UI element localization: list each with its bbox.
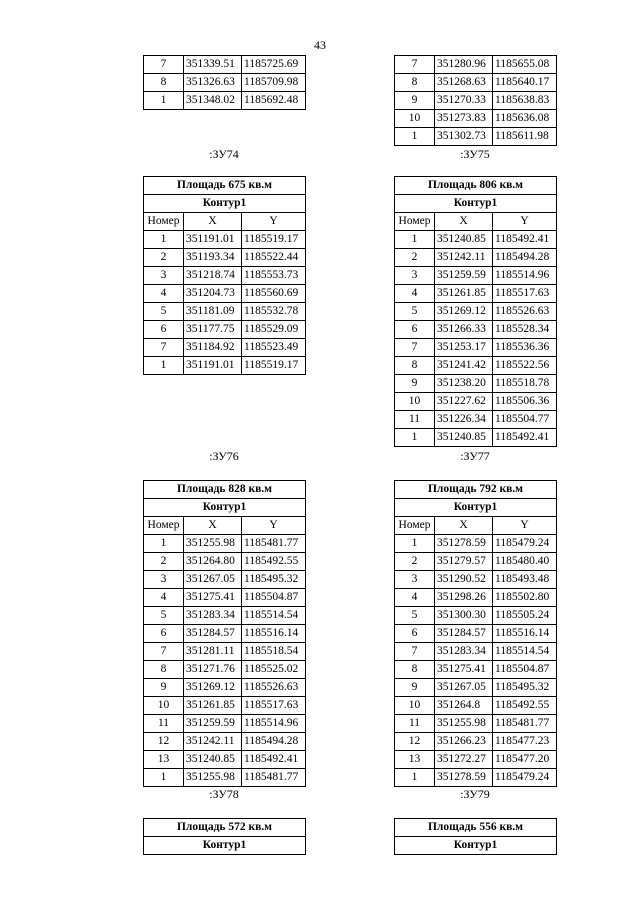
- point-number: 13: [144, 751, 184, 769]
- x-coordinate: 351204.73: [184, 285, 242, 303]
- area-header: Площадь 828 кв.м: [144, 481, 306, 499]
- table-row: [144, 643, 306, 661]
- table-row: [395, 733, 557, 751]
- point-number: 1: [395, 769, 435, 787]
- x-coordinate: 351284.57: [184, 625, 242, 643]
- y-coordinate: 1185506.36: [493, 393, 557, 411]
- y-coordinate: 1185522.56: [493, 357, 557, 375]
- coordinates-table: [394, 176, 557, 447]
- y-coordinate: 1185504.77: [493, 411, 557, 429]
- x-coordinate: 351218.74: [184, 267, 242, 285]
- table-row: [395, 128, 557, 146]
- y-coordinate: 1185481.77: [242, 535, 306, 553]
- table-row: [144, 285, 306, 303]
- y-coordinate: 1185492.41: [493, 231, 557, 249]
- x-coordinate: 351261.85: [435, 285, 493, 303]
- parcel-caption: :ЗУ74: [209, 147, 239, 161]
- y-coordinate: 1185725.69: [242, 56, 306, 74]
- table-row: [395, 249, 557, 267]
- x-coordinate: 351278.59: [435, 535, 493, 553]
- table-row: [395, 715, 557, 733]
- y-coordinate: 1185516.14: [242, 625, 306, 643]
- x-coordinate: 351267.05: [184, 571, 242, 589]
- x-coordinate: 351227.62: [435, 393, 493, 411]
- point-number: 4: [144, 589, 184, 607]
- table-row: [395, 553, 557, 571]
- x-coordinate: 351271.76: [184, 661, 242, 679]
- x-coordinate: 351269.12: [184, 679, 242, 697]
- x-coordinate: 351241.42: [435, 357, 493, 375]
- coordinate-table-bottom-left: [143, 818, 306, 855]
- table-row: [144, 535, 306, 553]
- point-number: 1: [144, 357, 184, 375]
- x-coordinate: 351238.20: [435, 375, 493, 393]
- y-coordinate: 1185479.24: [493, 769, 557, 787]
- point-number: 3: [395, 267, 435, 285]
- point-number: 12: [395, 733, 435, 751]
- point-number: 1: [395, 535, 435, 553]
- y-coordinate: 1185553.73: [242, 267, 306, 285]
- x-coordinate: 351272.27: [435, 751, 493, 769]
- table-row: [395, 571, 557, 589]
- y-coordinate: 1185517.63: [242, 697, 306, 715]
- area-header: Площадь 556 кв.м: [395, 819, 557, 837]
- point-number: 9: [395, 679, 435, 697]
- point-number: 9: [395, 375, 435, 393]
- y-coordinate: 1185532.78: [242, 303, 306, 321]
- area-header: Площадь 792 кв.м: [395, 481, 557, 499]
- parcel-caption: :ЗУ77: [460, 449, 490, 463]
- table-row: [395, 697, 557, 715]
- point-number: 2: [144, 553, 184, 571]
- x-coordinate: 351184.92: [184, 339, 242, 357]
- y-coordinate: 1185638.83: [493, 92, 557, 110]
- point-number: 11: [395, 411, 435, 429]
- y-coordinate: 1185528.34: [493, 321, 557, 339]
- y-coordinate: 1185492.41: [242, 751, 306, 769]
- table-row: [395, 375, 557, 393]
- point-number: 11: [144, 715, 184, 733]
- x-coordinate: 351181.09: [184, 303, 242, 321]
- table-row: [144, 769, 306, 787]
- column-header: Y: [493, 517, 557, 535]
- y-coordinate: 1185493.48: [493, 571, 557, 589]
- table-row: [144, 321, 306, 339]
- point-number: 7: [395, 56, 435, 74]
- point-number: 5: [144, 303, 184, 321]
- x-coordinate: 351269.12: [435, 303, 493, 321]
- point-number: 10: [395, 393, 435, 411]
- x-coordinate: 351339.51: [184, 56, 242, 74]
- point-number: 6: [395, 321, 435, 339]
- table-row: [395, 429, 557, 447]
- y-coordinate: 1185611.98: [493, 128, 557, 146]
- contour-header: Контур1: [395, 195, 557, 213]
- point-number: 1: [144, 535, 184, 553]
- y-coordinate: 1185494.28: [242, 733, 306, 751]
- column-header: Номер: [144, 517, 184, 535]
- x-coordinate: 351259.59: [435, 267, 493, 285]
- y-coordinate: 1185529.09: [242, 321, 306, 339]
- point-number: 4: [395, 285, 435, 303]
- contour-header: Контур1: [144, 499, 306, 517]
- column-header: Y: [242, 213, 306, 231]
- y-coordinate: 1185495.32: [493, 679, 557, 697]
- point-number: 7: [144, 643, 184, 661]
- x-coordinate: 351191.01: [184, 357, 242, 375]
- table-row: [144, 679, 306, 697]
- table-row: [144, 56, 306, 74]
- table-row: [144, 267, 306, 285]
- parcel-caption: :ЗУ78: [209, 787, 239, 801]
- page-number: 43: [314, 38, 326, 52]
- column-header: X: [184, 213, 242, 231]
- table-row: [144, 733, 306, 751]
- y-coordinate: 1185523.49: [242, 339, 306, 357]
- x-coordinate: 351240.85: [435, 429, 493, 447]
- y-coordinate: 1185519.17: [242, 231, 306, 249]
- table-row: [395, 607, 557, 625]
- x-coordinate: 351278.59: [435, 769, 493, 787]
- table-row: [144, 697, 306, 715]
- x-coordinate: 351300.30: [435, 607, 493, 625]
- coordinate-table-top-right: [394, 55, 557, 146]
- y-coordinate: 1185492.41: [493, 429, 557, 447]
- point-number: 6: [395, 625, 435, 643]
- contour-header: Контур1: [144, 195, 306, 213]
- table-row: [395, 643, 557, 661]
- x-coordinate: 351242.11: [184, 733, 242, 751]
- y-coordinate: 1185504.87: [242, 589, 306, 607]
- x-coordinate: 351267.05: [435, 679, 493, 697]
- point-number: 6: [144, 625, 184, 643]
- table-row: [144, 661, 306, 679]
- point-number: 10: [395, 110, 435, 128]
- table-row: [144, 589, 306, 607]
- point-number: 7: [144, 56, 184, 74]
- table-row: [395, 625, 557, 643]
- column-header: Номер: [395, 213, 435, 231]
- y-coordinate: 1185518.78: [493, 375, 557, 393]
- y-coordinate: 1185526.63: [242, 679, 306, 697]
- x-coordinate: 351275.41: [435, 661, 493, 679]
- table-row: [395, 769, 557, 787]
- point-number: 1: [395, 231, 435, 249]
- y-coordinate: 1185492.55: [493, 697, 557, 715]
- area-header: Площадь 806 кв.м: [395, 177, 557, 195]
- coordinate-table-bottom-right: [394, 818, 557, 855]
- y-coordinate: 1185479.24: [493, 535, 557, 553]
- contour-header: Контур1: [395, 499, 557, 517]
- y-coordinate: 1185477.20: [493, 751, 557, 769]
- table-row: [144, 625, 306, 643]
- point-number: 6: [144, 321, 184, 339]
- parcel-caption: :ЗУ79: [460, 787, 490, 801]
- point-number: 8: [395, 74, 435, 92]
- y-coordinate: 1185516.14: [493, 625, 557, 643]
- y-coordinate: 1185522.44: [242, 249, 306, 267]
- point-number: 12: [144, 733, 184, 751]
- y-coordinate: 1185640.17: [493, 74, 557, 92]
- y-coordinate: 1185636.08: [493, 110, 557, 128]
- table-row: [144, 553, 306, 571]
- x-coordinate: 351255.98: [184, 769, 242, 787]
- point-number: 11: [395, 715, 435, 733]
- point-number: 7: [395, 643, 435, 661]
- coordinates-table: [143, 480, 306, 787]
- point-number: 4: [395, 589, 435, 607]
- table-row: [395, 285, 557, 303]
- table-row: [144, 571, 306, 589]
- x-coordinate: 351280.96: [435, 56, 493, 74]
- coordinates-table: [143, 55, 306, 110]
- y-coordinate: 1185504.87: [493, 661, 557, 679]
- table-row: [395, 393, 557, 411]
- point-number: 7: [144, 339, 184, 357]
- x-coordinate: 351259.59: [184, 715, 242, 733]
- parcel-caption: :ЗУ76: [209, 449, 239, 463]
- x-coordinate: 351177.75: [184, 321, 242, 339]
- x-coordinate: 351266.33: [435, 321, 493, 339]
- point-number: 1: [395, 429, 435, 447]
- point-number: 3: [395, 571, 435, 589]
- y-coordinate: 1185514.54: [493, 643, 557, 661]
- table-row: [144, 357, 306, 375]
- y-coordinate: 1185505.24: [493, 607, 557, 625]
- y-coordinate: 1185480.40: [493, 553, 557, 571]
- x-coordinate: 351253.17: [435, 339, 493, 357]
- contour-header: Контур1: [395, 837, 557, 855]
- table-row: [395, 110, 557, 128]
- area-header: Площадь 572 кв.м: [144, 819, 306, 837]
- table-row: [395, 267, 557, 285]
- table-row: [395, 661, 557, 679]
- x-coordinate: 351226.34: [435, 411, 493, 429]
- coordinate-table-top-left: [143, 55, 306, 110]
- x-coordinate: 351348.02: [184, 92, 242, 110]
- table-row: [395, 303, 557, 321]
- x-coordinate: 351240.85: [435, 231, 493, 249]
- table-row: [144, 74, 306, 92]
- column-header: Номер: [395, 517, 435, 535]
- point-number: 10: [144, 697, 184, 715]
- table-row: [144, 249, 306, 267]
- table-row: [395, 56, 557, 74]
- coordinate-table-zu76: [143, 176, 306, 375]
- x-coordinate: 351275.41: [184, 589, 242, 607]
- table-row: [395, 535, 557, 553]
- table-row: [144, 92, 306, 110]
- coordinate-table-zu79: [394, 480, 557, 787]
- y-coordinate: 1185481.77: [242, 769, 306, 787]
- column-header: X: [435, 517, 493, 535]
- point-number: 1: [144, 92, 184, 110]
- table-row: [395, 411, 557, 429]
- point-number: 8: [395, 357, 435, 375]
- x-coordinate: 351290.52: [435, 571, 493, 589]
- x-coordinate: 351326.63: [184, 74, 242, 92]
- table-row: [144, 607, 306, 625]
- column-header: Y: [493, 213, 557, 231]
- point-number: 5: [144, 607, 184, 625]
- area-header: Площадь 675 кв.м: [144, 177, 306, 195]
- y-coordinate: 1185477.23: [493, 733, 557, 751]
- x-coordinate: 351255.98: [435, 715, 493, 733]
- y-coordinate: 1185692.48: [242, 92, 306, 110]
- y-coordinate: 1185514.96: [242, 715, 306, 733]
- x-coordinate: 351264.80: [184, 553, 242, 571]
- y-coordinate: 1185560.69: [242, 285, 306, 303]
- y-coordinate: 1185514.54: [242, 607, 306, 625]
- parcel-caption: :ЗУ75: [460, 147, 490, 161]
- x-coordinate: 351283.34: [184, 607, 242, 625]
- x-coordinate: 351264.8: [435, 697, 493, 715]
- y-coordinate: 1185709.98: [242, 74, 306, 92]
- y-coordinate: 1185536.36: [493, 339, 557, 357]
- x-coordinate: 351266.23: [435, 733, 493, 751]
- x-coordinate: 351281.11: [184, 643, 242, 661]
- coordinates-table: [394, 55, 557, 146]
- x-coordinate: 351240.85: [184, 751, 242, 769]
- y-coordinate: 1185495.32: [242, 571, 306, 589]
- table-row: [395, 751, 557, 769]
- point-number: 8: [144, 661, 184, 679]
- point-number: 4: [144, 285, 184, 303]
- coordinates-table: [143, 176, 306, 375]
- point-number: 13: [395, 751, 435, 769]
- point-number: 1: [144, 769, 184, 787]
- x-coordinate: 351242.11: [435, 249, 493, 267]
- contour-header: Контур1: [144, 837, 306, 855]
- column-header: Номер: [144, 213, 184, 231]
- point-number: 3: [144, 267, 184, 285]
- x-coordinate: 351270.33: [435, 92, 493, 110]
- table-row: [395, 679, 557, 697]
- x-coordinate: 351273.83: [435, 110, 493, 128]
- table-row: [395, 231, 557, 249]
- table-row: [395, 92, 557, 110]
- point-number: 8: [395, 661, 435, 679]
- y-coordinate: 1185481.77: [493, 715, 557, 733]
- point-number: 9: [144, 679, 184, 697]
- table-row: [395, 589, 557, 607]
- y-coordinate: 1185525.02: [242, 661, 306, 679]
- point-number: 8: [144, 74, 184, 92]
- point-number: 2: [395, 249, 435, 267]
- point-number: 1: [395, 128, 435, 146]
- x-coordinate: 351284.57: [435, 625, 493, 643]
- x-coordinate: 351283.34: [435, 643, 493, 661]
- coordinates-table: [394, 818, 557, 855]
- table-row: [395, 74, 557, 92]
- x-coordinate: 351193.34: [184, 249, 242, 267]
- y-coordinate: 1185519.17: [242, 357, 306, 375]
- point-number: 2: [395, 553, 435, 571]
- table-row: [395, 339, 557, 357]
- x-coordinate: 351191.01: [184, 231, 242, 249]
- point-number: 9: [395, 92, 435, 110]
- column-header: Y: [242, 517, 306, 535]
- point-number: 10: [395, 697, 435, 715]
- column-header: X: [184, 517, 242, 535]
- table-row: [395, 357, 557, 375]
- table-row: [144, 715, 306, 733]
- column-header: X: [435, 213, 493, 231]
- x-coordinate: 351261.85: [184, 697, 242, 715]
- y-coordinate: 1185492.55: [242, 553, 306, 571]
- x-coordinate: 351279.57: [435, 553, 493, 571]
- y-coordinate: 1185655.08: [493, 56, 557, 74]
- coordinate-table-zu77: [394, 176, 557, 447]
- table-row: [144, 751, 306, 769]
- x-coordinate: 351268.63: [435, 74, 493, 92]
- table-row: [144, 303, 306, 321]
- x-coordinate: 351255.98: [184, 535, 242, 553]
- point-number: 1: [144, 231, 184, 249]
- point-number: 5: [395, 607, 435, 625]
- point-number: 2: [144, 249, 184, 267]
- coordinate-table-zu78: [143, 480, 306, 787]
- point-number: 5: [395, 303, 435, 321]
- y-coordinate: 1185518.54: [242, 643, 306, 661]
- x-coordinate: 351302.73: [435, 128, 493, 146]
- point-number: 7: [395, 339, 435, 357]
- y-coordinate: 1185494.28: [493, 249, 557, 267]
- y-coordinate: 1185514.96: [493, 267, 557, 285]
- y-coordinate: 1185526.63: [493, 303, 557, 321]
- coordinates-table: [143, 818, 306, 855]
- table-row: [144, 339, 306, 357]
- y-coordinate: 1185517.63: [493, 285, 557, 303]
- coordinates-table: [394, 480, 557, 787]
- point-number: 3: [144, 571, 184, 589]
- y-coordinate: 1185502.80: [493, 589, 557, 607]
- x-coordinate: 351298.26: [435, 589, 493, 607]
- table-row: [395, 321, 557, 339]
- table-row: [144, 231, 306, 249]
